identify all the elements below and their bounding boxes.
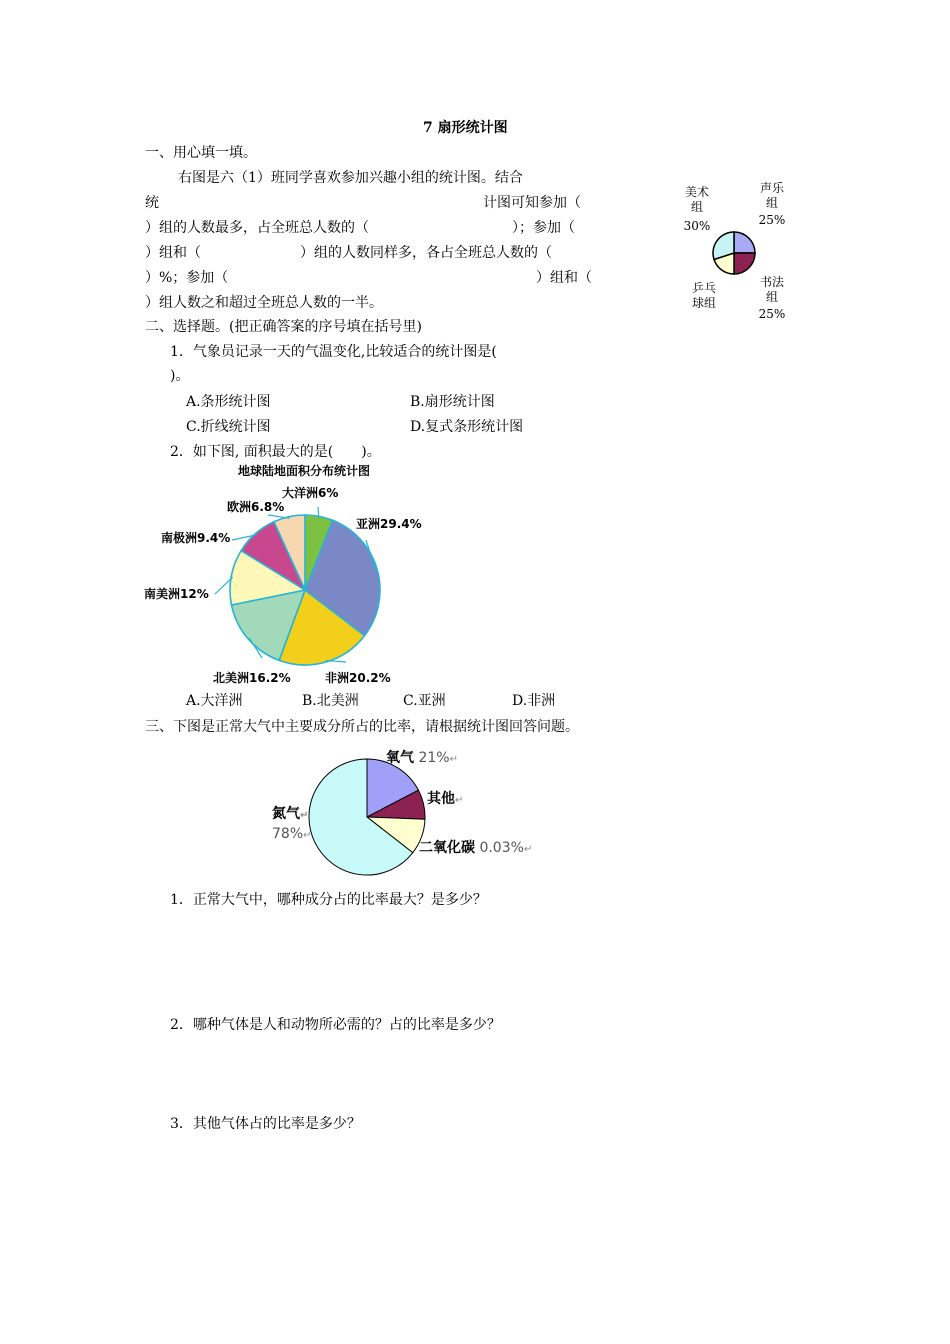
section1-line5b: ）组和（ <box>536 270 592 286</box>
chart1-art-pct: 30% <box>683 219 711 233</box>
chart2-slice-label-1: 亚洲29.4% <box>356 517 422 531</box>
chart3-oxygen-pct: 21% <box>418 750 450 766</box>
section2-heading: 二、选择题。(把正确答案的序号填在括号里) <box>145 319 422 335</box>
chart3-return-mark-2: ↵ <box>455 795 464 806</box>
chart3-co2-pct: 0.03% <box>479 840 524 856</box>
section1-line1: 右图是六（1）班同学喜欢参加兴趣小组的统计图。结合 <box>178 170 523 186</box>
q1-option-d: D.复式条形统计图 <box>410 419 524 435</box>
chart1-art-name-b: 组 <box>690 200 703 214</box>
q2-option-b: B.北美洲 <box>302 693 359 709</box>
chart1-art-name-a: 美术 <box>684 185 709 199</box>
chart3-oxygen-name: 氧气 <box>386 750 414 766</box>
chart3-co2-name: 二氧化碳 <box>419 840 475 856</box>
q1-option-b: B.扇形统计图 <box>410 394 495 410</box>
chart3-return-mark-3: ↵ <box>523 844 533 855</box>
q2-option-d: D.非洲 <box>512 693 556 709</box>
chart1-pingpong-name-b: 球组 <box>691 296 716 310</box>
chart1-callig-name-a: 书法 <box>759 275 784 289</box>
page-title: 7 扇形统计图 <box>423 120 508 136</box>
q2-option-a: A.大洋洲 <box>186 693 243 709</box>
q1-option-c: C.折线统计图 <box>186 419 271 435</box>
section2-q1b: )。 <box>170 368 190 384</box>
section1-line3a: ）组的人数最多，占全班总人数的（ <box>145 220 369 236</box>
chart1-vocal-name-b: 组 <box>765 196 778 210</box>
chart3-nitrogen-name: 氮气 <box>272 806 300 822</box>
chart2-slice-label-3: 北美洲16.2% <box>213 671 291 685</box>
section1-line4b: ）组的人数同样多，各占全班总人数的（ <box>300 245 552 261</box>
chart3-return-mark-5: ↵ <box>303 830 312 841</box>
chart1-vocal-name-a: 声乐 <box>759 181 784 195</box>
section1-line6: ）组人数之和超过全班总人数的一半。 <box>145 295 383 311</box>
chart1-callig-name-b: 组 <box>765 290 778 304</box>
section1-heading: 一、用心填一填。 <box>145 145 257 161</box>
chart3-nitrogen-pct: 78% <box>272 826 304 842</box>
chart2-slice-label-0: 大洋洲6% <box>282 486 339 500</box>
chart3-return-mark-1: ↵ <box>449 754 458 765</box>
section3-q2: 2．哪种气体是人和动物所必需的？占的比率是多少？ <box>170 1017 501 1033</box>
q2-option-c: C.亚洲 <box>403 693 446 709</box>
chart2-slice-label-4: 南美洲12% <box>144 587 209 601</box>
chart3-oxygen-label <box>386 749 458 769</box>
chart1-pingpong-name-a: 乒乓 <box>691 281 716 295</box>
chart3-return-mark-4: ↵ <box>300 810 309 821</box>
chart2-slice-label-6: 欧洲6.8% <box>227 500 285 514</box>
section1-line3b: ）；参加（ <box>512 220 575 236</box>
section1-line5a: ）%；参加（ <box>145 270 229 286</box>
chart1-callig-pct: 25% <box>758 307 786 321</box>
section3-heading: 三、下图是正常大气中主要成分所占的比率，请根据统计图回答问题。 <box>145 719 579 735</box>
section1-line2a: 统 <box>145 195 159 211</box>
chart2-slice-label-5: 南极洲9.4% <box>161 531 231 545</box>
chart3-nitrogen-label <box>272 805 312 845</box>
section1-line4a: ）组和（ <box>145 245 201 261</box>
chart3-other-label <box>427 790 463 810</box>
chart3-co2-label <box>419 839 532 859</box>
section2-q2: 2．如下图, 面积最大的是( )。 <box>170 444 381 460</box>
chart3-other-name: 其他 <box>427 791 455 807</box>
section2-q1a: 1．气象员记录一天的气温变化,比较适合的统计图是( <box>170 344 497 360</box>
section1-line2b: 计图可知参加（ <box>483 195 581 211</box>
chart1-vocal-pct: 25% <box>758 213 786 227</box>
chart2-slice-label-2: 非洲20.2% <box>325 671 391 685</box>
section3-q3: 3．其他气体占的比率是多少？ <box>170 1116 361 1132</box>
chart2-title: 地球陆地面积分布统计图 <box>238 464 371 478</box>
q1-option-a: A.条形统计图 <box>186 394 271 410</box>
section3-q1: 1．正常大气中，哪种成分占的比率最大？是多少？ <box>170 892 487 908</box>
